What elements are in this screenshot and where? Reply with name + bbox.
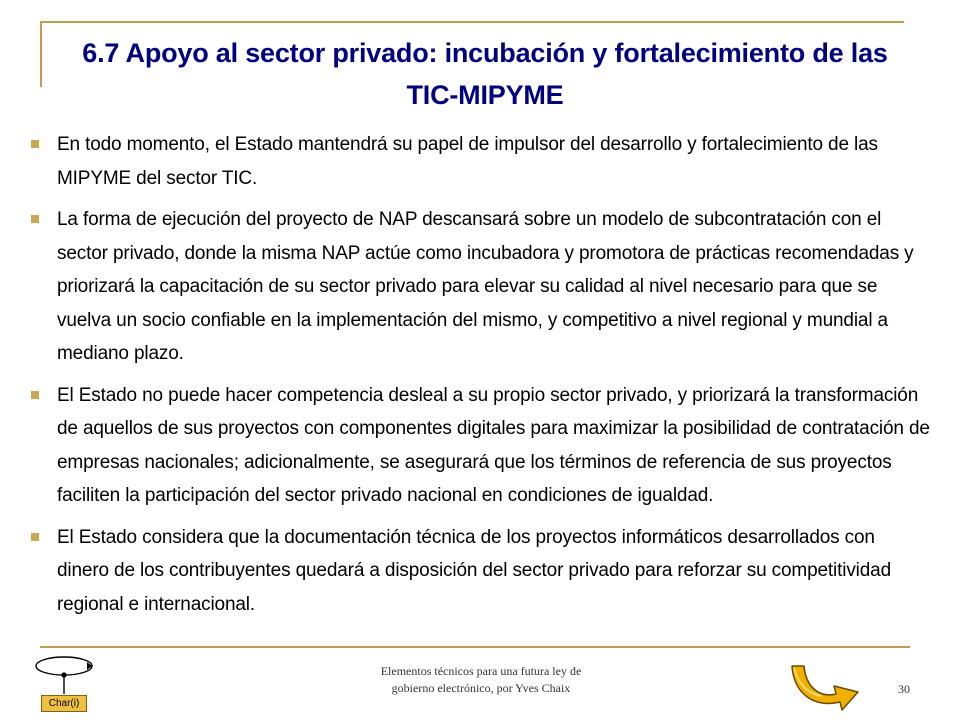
curved-return-arrow-icon[interactable] [788,662,870,714]
bullet-text: El Estado considera que la documentación técnica de los proyectos informáticos desarrollados con dinero de los contribuyentes quedará a disposición del sector privado para reforzar su competitividad regional e internacional. [57,526,891,615]
bullet-item [30,521,930,622]
bullet-item [30,379,930,513]
char-button[interactable]: Char(i) [41,695,87,712]
footer-line-1: Elementos técnicos para una futura ley de [380,664,582,678]
footer-caption [336,663,626,697]
bullet-text: En todo momento, el Estado mantendrá su papel de impulsor del desarrollo y fortalecimiento de las MIPYME del sector TIC. [57,134,878,189]
left-accent-rule [40,21,42,87]
bullet-item [30,203,930,371]
loop-arrow-icon[interactable] [30,652,100,696]
footer-line-2: gobierno electrónico, por Yves Chaix [391,681,571,695]
bottom-accent-rule [40,646,910,648]
square-bullet-icon [31,140,39,148]
bullet-text: El Estado no puede hacer competencia desleal a su propio sector privado, y priorizará la transformación de aquellos de sus proyectos con componentes digitales para maximizar la posibilidad de contratación de empresas nacionales; adicionalmente, se asegurará que los términos de referencia de sus proyectos faciliten la participación del sector privado nacional en condiciones de igualdad. [57,384,930,506]
square-bullet-icon [31,533,39,541]
bullet-list [30,128,930,629]
square-bullet-icon [31,215,39,223]
top-accent-rule [40,21,904,23]
square-bullet-icon [31,391,39,399]
bullet-item [30,128,930,195]
slide-title: 6.7 Apoyo al sector privado: incubación y fortalecimiento de las TIC-MIPYME [82,38,888,110]
page-number: 30 [898,682,910,696]
bullet-text: La forma de ejecución del proyecto de NAP descansará sobre un modelo de subcontratación con el sector privado, donde la misma NAP actúe como incubadora y promotora de prácticas recomendadas y priorizará la capacitación de su sector privado para elevar su calidad al nivel necesario para que se vuelva un socio confiable en la implementación del mismo, y competitivo a nivel regional y mundial a mediano plazo. [57,209,914,364]
